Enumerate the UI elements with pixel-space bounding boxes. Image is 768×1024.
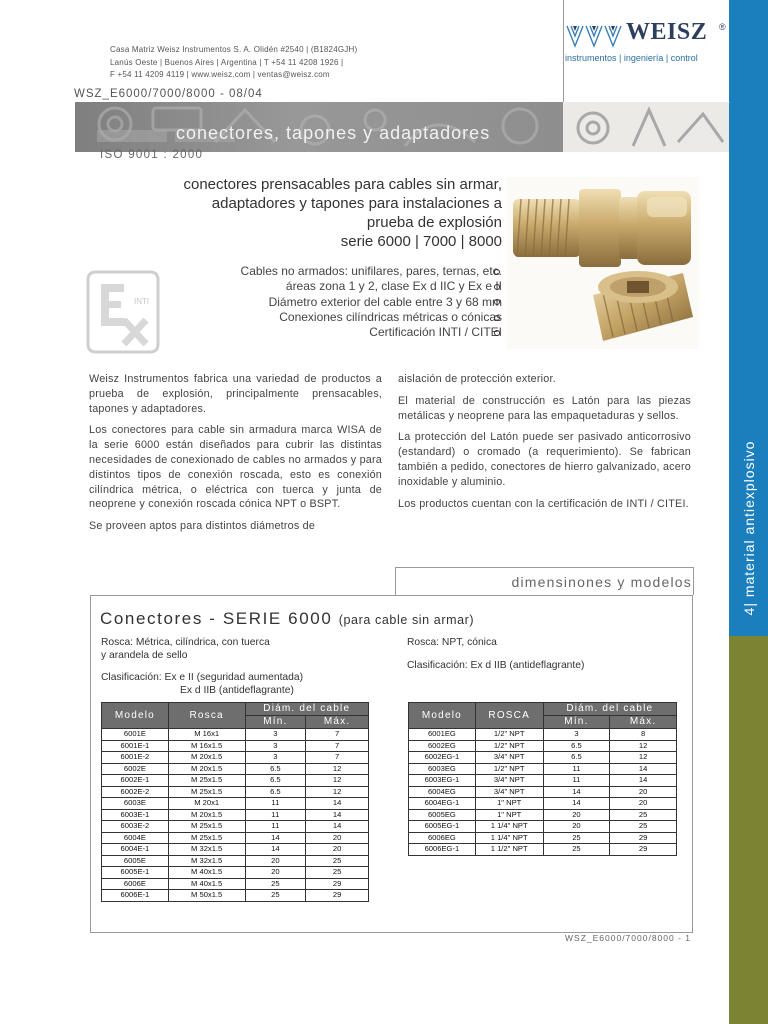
cell-max: 12 [610,740,677,752]
table-row [409,798,677,810]
cell-min: 25 [543,832,610,844]
cell-modelo: 6005E-1 [102,867,169,879]
cell-min: 3 [543,729,610,741]
cell-min: 3 [245,752,306,764]
cell-modelo: 6004E [102,832,169,844]
col-header-diametro: Diám. del cable [543,703,676,716]
body-paragraph: Weisz Instrumentos fabrica una variedad de productos a prueba de explosión, principalmente prensacables, tapones y adaptadores. [89,373,382,415]
cell-modelo: 6004E-1 [102,844,169,856]
col-header-modelo: Modelo [102,703,169,729]
cell-rosca: M 16x1 [168,729,245,741]
left-clasificacion [101,672,303,697]
cell-max: 12 [306,786,369,798]
cell-max: 25 [610,809,677,821]
table-row [102,855,369,867]
col-header-min: Mín. [543,716,610,729]
cell-min: 14 [543,798,610,810]
cell-modelo: 6006EG [409,832,476,844]
body-paragraph: La protección del Latón puede ser pasivado anticorrosivo (estandard) o cromado (a requerimiento). Se fabrican también a pedido, conectores de hierro galvanizado, acero inoxidable y aluminio. [398,431,691,488]
cell-min: 20 [543,821,610,833]
cell-min: 20 [245,855,306,867]
cell-rosca: 1 1/2" NPT [475,844,543,856]
cell-max: 14 [306,821,369,833]
cell-rosca: M 25x1.5 [168,832,245,844]
bullet-icon [494,315,500,321]
sidebar-section-label: 4| material antiexplosivo [740,440,757,616]
document-reference: WSZ_E6000/7000/8000 - 08/04 [74,88,263,100]
banner-title: conectores, tapones y adaptadores [176,123,491,143]
cell-min: 14 [543,786,610,798]
cell-rosca: M 40x1.5 [168,867,245,879]
cell-rosca: M 40x1.5 [168,878,245,890]
banner-right-texture [563,102,729,152]
feature-item: Certificación INTI / CITEI [369,325,502,340]
cell-rosca: M 32x1.5 [168,844,245,856]
section-title-main: Conectores - SERIE 6000 [100,609,333,628]
weisz-logo-mark-icon [565,22,625,50]
cell-modelo: 6003E-1 [102,809,169,821]
cell-max: 29 [306,878,369,890]
cell-min: 25 [543,844,610,856]
logo-wordmark: WEISZ [626,19,708,45]
ex-explosion-proof-icon [86,270,160,354]
contact-line: Lanús Oeste | Buenos Aires | Argentina | T +54 11 4208 1926 | [110,57,344,67]
cell-modelo: 6005EG-1 [409,821,476,833]
sidebar-olive-band [729,636,768,1024]
cell-modelo: 6002E-1 [102,775,169,787]
feature-item: áreas zona 1 y 2, clase Ex d IIC y Ex e II [285,279,502,294]
cell-modelo: 6005E [102,855,169,867]
page-footer: WSZ_E6000/7000/8000 - 1 [565,933,692,943]
cell-max: 25 [610,821,677,833]
cell-max: 12 [306,775,369,787]
table-row [409,752,677,764]
cell-rosca: 1/2" NPT [475,763,543,775]
cell-min: 14 [245,832,306,844]
cell-rosca: M 20x1.5 [168,809,245,821]
cell-min: 11 [245,821,306,833]
logo-frame [563,0,730,103]
cell-rosca: 1" NPT [475,809,543,821]
models-table-npt [408,702,677,856]
cell-rosca: M 25x1.5 [168,775,245,787]
table-row [409,740,677,752]
contact-line: Casa Matriz Weisz Instrumentos S. A. Olidén #2540 | (B1824GJH) [110,45,358,54]
cell-modelo: 6002E-2 [102,786,169,798]
bullet-icon [494,269,500,275]
table-row [409,786,677,798]
table-row [409,775,677,787]
col-header-rosca: Rosca [168,703,245,729]
dimensions-tab-label: dimensinones y modelos [511,574,692,590]
bullet-icon [494,299,500,305]
table-row [102,832,369,844]
features-list [241,264,502,340]
cell-min: 14 [245,844,306,856]
cell-min: 3 [245,729,306,741]
table-row [102,890,369,902]
cell-max: 14 [610,763,677,775]
bullet-icon [494,284,500,290]
cell-max: 14 [306,798,369,810]
cell-rosca: M 16x1.5 [168,740,245,752]
cell-min: 11 [245,809,306,821]
cell-rosca: 1" NPT [475,798,543,810]
right-rosca-info: Rosca: NPT, cónica [407,637,497,648]
table-row [102,809,369,821]
cell-rosca: 1/2" NPT [475,740,543,752]
cell-rosca: M 32x1.5 [168,855,245,867]
table-row [102,752,369,764]
table-row [102,878,369,890]
cell-min: 6.5 [543,752,610,764]
table-row [102,867,369,879]
cell-modelo: 6006E [102,878,169,890]
cell-max: 14 [610,775,677,787]
feature-item: Cables no armados: unifilares, pares, ternas, etc. [240,264,502,278]
cell-rosca: 1 1/4" NPT [475,832,543,844]
table-row [409,809,677,821]
body-paragraph: aislación de protección exterior. [398,373,556,385]
body-paragraph: El material de construcción es Latón para las piezas metálicas y neoprene para las empaquetaduras y sellos. [398,394,691,422]
brass-connector-and-plug-illustration [507,177,699,349]
table-row [102,844,369,856]
cell-max: 29 [610,844,677,856]
cell-max: 29 [610,832,677,844]
cell-modelo: 6003EG-1 [409,775,476,787]
cell-max: 14 [306,809,369,821]
cell-max: 12 [306,763,369,775]
table-row [102,798,369,810]
col-header-min: Mín. [245,716,306,729]
bullet-icon [494,330,500,336]
cell-max: 7 [306,729,369,741]
section-title-sub: (para cable sin armar) [338,613,475,627]
feature-item: Diámetro exterior del cable entre 3 y 68 mm [268,294,502,309]
cell-rosca: M 25x1.5 [168,786,245,798]
cell-max: 20 [610,798,677,810]
cell-min: 6.5 [245,775,306,787]
body-paragraph: Se proveen aptos para distintos diámetros de [89,520,316,533]
cell-modelo: 6002E [102,763,169,775]
body-column-right [398,372,691,518]
body-column-left [89,372,382,541]
cell-min: 11 [543,763,610,775]
table-row [102,786,369,798]
cell-min: 20 [543,809,610,821]
feature-item: Conexiones cilíndricas métricas o cónicas [279,309,502,324]
clasificacion-line: Clasificación: Ex e II (seguridad aumentada) [101,672,304,683]
cell-max: 25 [306,855,369,867]
table-row [102,763,369,775]
contact-info [110,44,357,82]
cell-modelo: 6001EG [409,729,476,741]
section-title [100,609,474,629]
cell-rosca: M 50x1.5 [168,890,245,902]
intro-line: prueba de explosión [366,214,502,231]
col-header-rosca: ROSCA [475,703,543,729]
cell-rosca: 3/4" NPT [475,775,543,787]
cell-min: 11 [543,775,610,787]
cell-modelo: 6002EG [409,740,476,752]
cell-rosca: M 20x1.5 [168,763,245,775]
cell-modelo: 6001E [102,729,169,741]
cell-modelo: 6001E-1 [102,740,169,752]
cell-max: 7 [306,740,369,752]
cell-rosca: 3/4" NPT [475,752,543,764]
cell-rosca: 1 1/4" NPT [475,821,543,833]
left-rosca-info [101,637,270,662]
cell-rosca: M 20x1 [168,798,245,810]
product-photo [507,177,699,349]
logo-tagline: instrumentos | ingeniería | control [565,53,698,63]
cell-modelo: 6005EG [409,809,476,821]
cell-min: 11 [245,798,306,810]
table-row [102,729,369,741]
cell-min: 25 [245,890,306,902]
col-header-max: Máx. [610,716,677,729]
cell-min: 6.5 [245,763,306,775]
connector-body [513,189,691,267]
cell-max: 7 [306,752,369,764]
table-row [102,740,369,752]
cell-modelo: 6002EG-1 [409,752,476,764]
cell-modelo: 6003EG [409,763,476,775]
cell-modelo: 6006EG-1 [409,844,476,856]
cell-max: 20 [306,832,369,844]
table-row [102,821,369,833]
cell-rosca: 3/4" NPT [475,786,543,798]
col-header-diametro: Diám. del cable [245,703,369,716]
cell-modelo: 6004EG [409,786,476,798]
plug-body [593,271,693,341]
col-header-max: Máx. [306,716,369,729]
cell-min: 20 [245,867,306,879]
cell-min: 25 [245,878,306,890]
table-row [409,821,677,833]
contact-line: F +54 11 4209 4119 | www.weisz.com | ventas@weisz.com [110,70,330,79]
cell-max: 29 [306,890,369,902]
cell-min: 6.5 [245,786,306,798]
cell-modelo: 6006E-1 [102,890,169,902]
intro-line: serie 6000 | 7000 | 8000 [340,233,502,250]
cell-min: 6.5 [543,740,610,752]
intro-line: adaptadores y tapones para instalaciones a [211,195,502,212]
ex-logo-inner-text: INTI [134,297,150,306]
body-paragraph: Los conectores para cable sin armadura marca WISA de la serie 6000 están diseñados para cubrir las distintas necesidades de conexionado de cables no armados y para distintos tipos de conexión roscada, esto es conexión cilíndrica métrica, o eléctrica con tuerca y junta de neoprene y conexión roscada cónica NPT o BSPT. [89,424,382,511]
models-table-metric [101,702,369,902]
intro-heading [183,175,502,251]
clasificacion-line: Ex d IIB (antideflagrante) [180,684,294,696]
rosca-line: Rosca: Métrica, cilíndrica, con tuerca [101,637,270,648]
cell-modelo: 6003E-2 [102,821,169,833]
cell-rosca: M 25x1.5 [168,821,245,833]
cell-modelo: 6001E-2 [102,752,169,764]
intro-line: conectores prensacables para cables sin armar, [183,176,502,193]
banner-right-panel [563,102,729,152]
iso-certification: ISO 9001 : 2000 [100,149,204,161]
cell-max: 20 [306,844,369,856]
right-clasificacion: Clasificación: Ex d IIB (antideflagrante) [407,660,585,671]
body-paragraph: Los productos cuentan con la certificación de INTI / CITEI. [398,497,689,510]
cell-rosca: 1/2" NPT [475,729,543,741]
table-row [409,763,677,775]
cell-max: 12 [610,752,677,764]
cell-rosca: M 20x1.5 [168,752,245,764]
cell-max: 8 [610,729,677,741]
cell-modelo: 6003E [102,798,169,810]
cell-min: 3 [245,740,306,752]
cell-max: 25 [306,867,369,879]
table-row [102,775,369,787]
cell-max: 20 [610,786,677,798]
registered-mark: ® [719,22,726,32]
table-row [409,832,677,844]
rosca-line: y arandela de sello [101,649,188,661]
table-row [409,729,677,741]
cell-modelo: 6004EG-1 [409,798,476,810]
col-header-modelo: Modelo [409,703,476,729]
table-row [409,844,677,856]
